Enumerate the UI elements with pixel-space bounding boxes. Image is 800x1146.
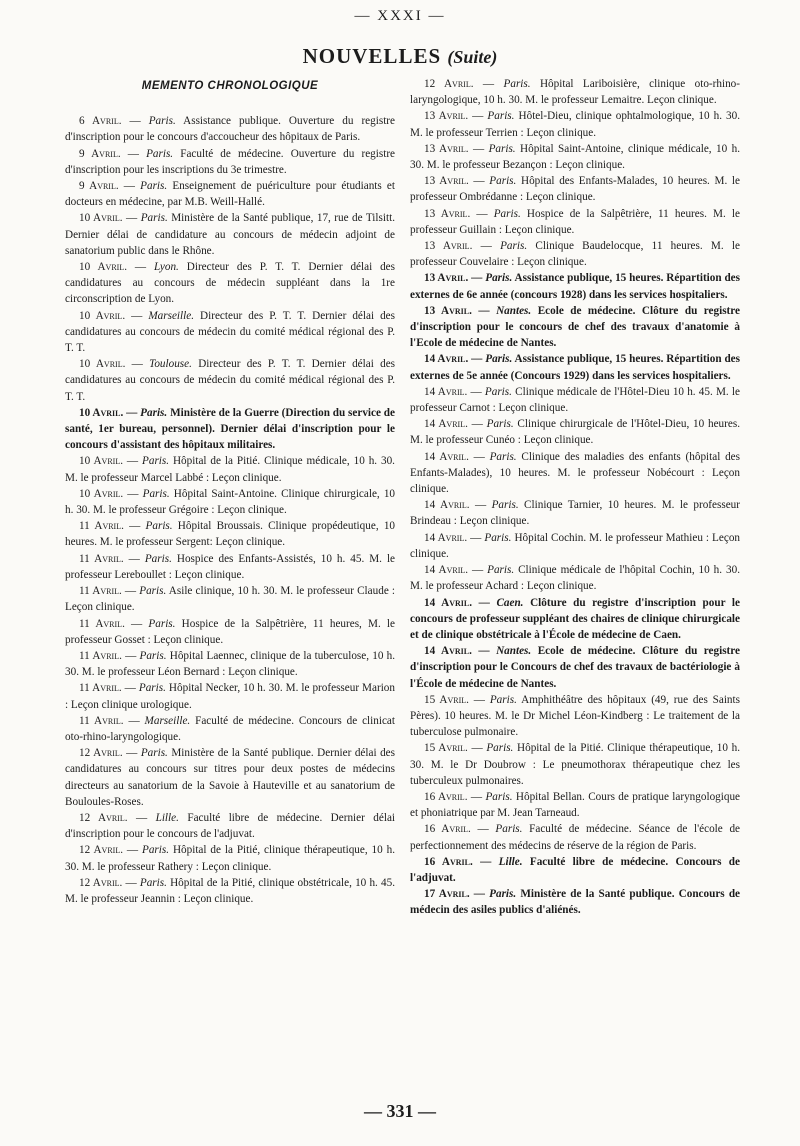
entry-text: Amphithéâtre des hôpitaux (49, rue des Saints Pères). 10 heures. M. le Dr Michel Léon-Kindberg : Le traitement de la tuberculose pulmonaire. [410, 693, 740, 739]
entry-text: Hôpital Broussais. Clinique propédeutique, 10 heures. M. le professeur Sergent: Leçon clinique. [65, 520, 396, 549]
chronology-entry [410, 449, 740, 498]
entry-text: Faculté de médecine. Séance de l'école de perfectionnement des médecins de réserve de la région de Paris. [410, 823, 741, 852]
entry-city: Paris. [140, 180, 168, 193]
entry-date: 13 Avril. — [424, 240, 492, 253]
chronology-entry [410, 595, 740, 644]
entry-city: Paris. [139, 585, 167, 598]
entry-city: Paris. [138, 682, 166, 695]
entry-text: Ministère de la Santé publique, 17, rue de Tilsitt. Dernier délai de candidature au concours de médecin adjoint de sanatorium public dans le Rhône. [65, 212, 395, 257]
chronology-entry [65, 486, 395, 518]
entry-date: 13 Avril. — [424, 272, 483, 285]
entry-date: 11 Avril. — [79, 617, 143, 630]
entry-text: Clinique des maladies des enfants (hôpital des Enfants-Malades), 10 heures. M. le professeur Nobécourt : Leçon clinique. [410, 450, 740, 496]
entry-city: Paris. [145, 520, 173, 533]
chronology-entry [65, 356, 395, 405]
entry-city: Marseille. [144, 714, 191, 727]
entry-city: Paris. [488, 142, 516, 155]
entry-date: 13 Avril. — [424, 207, 488, 220]
entry-date: 10 Avril. — [79, 406, 138, 419]
entry-text: Assistance publique, 15 heures. Répartition des externes de 6e année (concours 1928) dans les services hospitaliers. [410, 272, 741, 301]
entry-city: Paris. [140, 406, 168, 419]
chronology-entry [410, 562, 740, 594]
entry-text: Clinique chirurgicale de l'Hôtel-Dieu, 10 heures. M. le professeur Cunéo : Leçon clinique. [410, 418, 740, 447]
entry-text: Directeur des P. T. T. Dernier délai des candidatures au concours de médecin du comité médical régional des P. T. T. [65, 309, 396, 355]
entry-city: Paris. [146, 147, 174, 160]
chronology-entry [410, 497, 740, 529]
entry-text: Hôpital Necker, 10 h. 30. M. le professeur Marion : Leçon clinique urologique. [65, 682, 395, 711]
entry-date: 12 Avril. — [79, 844, 139, 857]
entry-text: Hôpital des Enfants-Malades, 10 heures. M. le professeur Ombrédanne : Leçon clinique. [410, 175, 740, 204]
chronology-entry [65, 713, 395, 745]
entry-city: Paris. [485, 353, 513, 366]
left-entry-list [65, 113, 395, 907]
entry-text: Asile clinique, 10 h. 30. M. le professeur Claude : Leçon clinique. [65, 585, 395, 614]
chronology-entry [410, 270, 740, 302]
entry-city: Paris. [503, 78, 531, 90]
entry-city: Lille. [498, 855, 523, 868]
entry-city: Paris. [485, 790, 513, 803]
entry-date: 10 Avril. — [79, 212, 138, 225]
entry-text: Hôtel-Dieu, clinique ophtalmologique, 10 h. 30. M. le professeur Terrien : Leçon clinique. [410, 110, 741, 139]
entry-city: Paris. [144, 552, 172, 565]
entry-date: 16 Avril. — [424, 790, 483, 803]
entry-date: 14 Avril. — [424, 450, 485, 463]
chronology-entry [410, 238, 740, 270]
entry-city: Nantes. [496, 645, 532, 658]
entry-text: Hôpital Bellan. Cours de pratique laryngologique et phoniatrique par M. Jean Tarneaud. [410, 790, 741, 820]
entry-date: 13 Avril. — [424, 175, 485, 188]
entry-city: Paris. [142, 844, 170, 857]
entry-city: Paris. [485, 272, 513, 285]
left-column [65, 76, 395, 907]
entry-text: Clinique médicale de l'hôpital Cochin, 10 h. 30. M. le professeur Achard : Leçon clinique. [410, 564, 740, 593]
chronology-entry [65, 178, 395, 210]
entry-text: Hôpital de la Pitié. Clinique médicale, 10 h. 30. M. le professeur Marcel Labbé : Leçon clinique. [65, 455, 395, 484]
entry-date: 13 Avril. — [424, 142, 485, 155]
chronology-entry [65, 810, 395, 842]
entry-date: 12 Avril. — [79, 876, 137, 889]
entry-date: 14 Avril. — [424, 499, 487, 512]
entry-city: Paris. [500, 240, 528, 253]
entry-date: 11 Avril. — [79, 520, 141, 533]
chronology-entry [410, 76, 740, 108]
chronology-entry [65, 875, 395, 907]
entry-city: Lyon. [154, 261, 179, 274]
chronology-entry [65, 259, 395, 308]
entry-city: Paris. [142, 455, 170, 468]
entry-date: 11 Avril. — [79, 585, 137, 598]
entry-city: Paris. [140, 747, 168, 760]
entry-text: Hôpital Cochin. M. le professeur Mathieu : Leçon clinique. [410, 531, 741, 560]
entry-date: 11 Avril. — [79, 649, 137, 662]
entry-date: 17 Avril. — [424, 888, 485, 901]
entry-text: Hospice de la Salpêtrière, 11 heures, M. le professeur Gosset : Leçon clinique. [65, 617, 396, 646]
entry-date: 10 Avril. — [79, 487, 139, 500]
entry-city: Paris. [489, 888, 517, 901]
entry-city: Nantes. [496, 304, 532, 317]
entry-city: Paris. [493, 207, 521, 220]
entry-city: Toulouse. [149, 358, 192, 371]
entry-text: Ministère de la Santé publique. Concours de médecin des asiles publics d'aliénés. [410, 888, 741, 917]
chronology-entry [410, 303, 740, 352]
chronology-entry [65, 518, 395, 550]
chronology-entry [410, 108, 740, 140]
entry-date: 15 Avril. — [424, 693, 485, 706]
entry-city: Paris. [486, 742, 514, 755]
entry-city: Paris. [142, 487, 170, 500]
chronology-entry [410, 351, 740, 383]
entry-city: Paris. [489, 450, 517, 463]
entry-date: 14 Avril. — [424, 418, 483, 431]
roman-page-number: — XXXI — [354, 8, 446, 24]
chronology-entry [410, 173, 740, 205]
entry-date: 9 Avril. — [79, 147, 139, 160]
chronology-entry [65, 113, 395, 145]
chronology-entry [410, 643, 740, 692]
chronology-entry [65, 745, 395, 810]
chronology-entry [65, 210, 395, 259]
chronology-entry [410, 206, 740, 238]
entry-city: Paris. [487, 110, 515, 123]
chronology-entry [410, 886, 740, 918]
entry-city: Paris. [489, 175, 517, 188]
section-subtitle: MEMENTO CHRONOLOGIQUE [141, 80, 319, 92]
chronology-entry [410, 416, 740, 448]
chronology-entry [65, 551, 395, 583]
entry-text: Ministère de la Santé publique. Dernier délai des candidatures au concours sur titres pour deux postes de médecins directeurs au sanatorium de la Savoie à Hauteville et au sanatorium de Bouloules-Roses. [65, 747, 395, 808]
chronology-entry [410, 692, 740, 741]
entry-text: Hôpital Laennec, clinique de la tuberculose, 10 h. 30. M. le professeur Léon Bernard : Leçon clinique. [65, 649, 396, 679]
entry-date: 6 Avril. — [79, 115, 141, 128]
entry-city: Paris. [495, 823, 523, 836]
chronology-entry [410, 384, 740, 416]
entry-date: 14 Avril. — [424, 531, 482, 544]
chronology-entry [410, 821, 740, 853]
entry-text: Faculté de médecine. Ouverture du registre d'inscription pour les inscriptions du 3e trimestre. [65, 147, 396, 176]
entry-date: 14 Avril. — [424, 645, 490, 658]
chronology-entry [410, 141, 740, 173]
entry-text: Faculté de médecine. Concours de clinicat oto-rhino-laryngologique. [65, 714, 396, 743]
chronology-entry [65, 648, 395, 680]
entry-date: 11 Avril. — [79, 682, 136, 695]
chronology-entry [410, 789, 740, 821]
entry-date: 9 Avril. — [79, 180, 135, 193]
entry-date: 14 Avril. — [424, 385, 482, 398]
entry-text: Assistance publique. Ouverture du registre d'inscription pour le concours d'accoucheur des hôpitaux de Paris. [65, 115, 395, 144]
entry-city: Paris. [486, 418, 514, 431]
chronology-entry [410, 740, 740, 789]
right-column [410, 76, 740, 919]
chronology-entry [65, 842, 395, 874]
title-main: NOUVELLES [302, 44, 442, 68]
entry-text: Hôpital de la Pitié. Clinique thérapeutique, 10 h. 30. M. le Dr Doubrow : Le pneumothorax thérapeutique chez les tuberculeux pulmonaires. [410, 742, 740, 787]
folio-page-number: — 331 — [364, 1101, 436, 1121]
chronology-entry [65, 583, 395, 615]
entry-date: 16 Avril. — [424, 823, 489, 836]
entry-city: Paris. [489, 693, 517, 706]
entry-date: 10 Avril. — [79, 309, 143, 322]
entry-date: 14 Avril. — [424, 596, 490, 609]
chronology-entry [65, 146, 395, 178]
entry-date: 12 Avril. — [79, 747, 138, 760]
entry-text: Clinique Tarnier, 10 heures. M. le professeur Brindeau : Leçon clinique. [410, 499, 740, 528]
entry-text: Clinique médicale de l'Hôtel-Dieu 10 h. 45. M. le professeur Carnot : Leçon clinique. [410, 385, 740, 415]
entry-date: 14 Avril. — [424, 564, 484, 577]
right-entry-list [410, 76, 740, 919]
entry-date: 11 Avril. — [79, 552, 140, 565]
entry-city: Paris. [139, 876, 167, 889]
entry-city: Paris. [139, 649, 167, 662]
entry-text: Hospice des Enfants-Assistés, 10 h. 45. M. le professeur Lereboullet : Leçon clinique. [65, 552, 396, 581]
chronology-entry [65, 405, 395, 454]
entry-city: Paris. [148, 115, 176, 128]
entry-date: 12 Avril. — [79, 811, 148, 824]
entry-text: Clôture du registre d'inscription pour le concours de professeur suppléant des chaires de clinique chirurgicale et de clinique obstétricale à l'École de médecine de Caen. [410, 596, 741, 641]
entry-text: Hôpital Saint-Antoine, clinique médicale, 10 h. 30. M. le professeur Bezançon : Leçon clinique. [410, 142, 741, 172]
chronology-entry [65, 453, 395, 485]
entry-text: Directeur des P. T. T. Dernier délai des candidatures au concours de médecin du comité médical régional des P. T. T. [65, 358, 396, 403]
entry-text: Ministère de la Guerre (Direction du service de santé, 1er bureau, personnel). Dernier délai d'inscription pour le concours d'assistant des hôpitaux militaires. [65, 406, 395, 452]
entry-city: Caen. [496, 596, 524, 609]
entry-date: 14 Avril. — [424, 353, 483, 366]
entry-text: Hôpital de la Pitié, clinique obstétricale, 10 h. 45. M. le professeur Jeannin : Leçon clinique. [65, 876, 395, 905]
entry-date: 11 Avril. — [79, 714, 140, 727]
entry-text: Assistance publique, 15 heures. Répartition des externes de 5e année (Concours 1929) dans les services hospitaliers. [410, 353, 741, 382]
entry-text: Directeur des P. T. T. Dernier délai des candidatures au concours de médecin suppléant dans la 1re circonscription de Lyon. [65, 261, 395, 306]
entry-date: 10 Avril. — [79, 358, 143, 371]
title-suite: (Suite) [447, 47, 498, 67]
chronology-entry [65, 308, 395, 357]
chronology-entry [65, 616, 395, 648]
page-title [0, 44, 800, 69]
entry-city: Paris. [487, 564, 515, 577]
chronology-entry [410, 854, 740, 886]
chronology-entry [410, 530, 740, 562]
entry-text: Clinique Baudelocque, 11 heures. M. le professeur Couvelaire : Leçon clinique. [410, 240, 740, 269]
chronology-entry [65, 680, 395, 712]
entry-date: 13 Avril. — [424, 110, 484, 123]
entry-city: Paris. [484, 531, 512, 544]
entry-text: Faculté libre de médecine. Concours de l'adjuvat. [410, 855, 740, 884]
entry-city: Paris. [148, 617, 176, 630]
entry-text: Hôpital Lariboisière, clinique oto-rhino-laryngologique, 10 h. 30. M. le professeur Lemaitre. Leçon clinique. [410, 78, 740, 107]
entry-text: Enseignement de puériculture pour étudiants et docteurs en médecine, par M.B. Weill-Hallé. [65, 180, 395, 209]
entry-city: Lille. [155, 811, 179, 824]
entry-city: Paris. [140, 212, 168, 225]
entry-date: 10 Avril. — [79, 455, 139, 468]
entry-date: 12 Avril. — [424, 78, 495, 90]
entry-text: Faculté libre de médecine. Dernier délai d'inscription pour le concours de l'adjuvat. [65, 811, 396, 841]
entry-date: 15 Avril. — [424, 742, 483, 755]
entry-city: Paris. [484, 385, 512, 398]
entry-text: Ecole de médecine. Clôture du registre d'inscription pour le concours de chef des travaux d'anatomie à l'Ecole de médecine de Nantes. [410, 304, 741, 350]
entry-text: Hôpital Saint-Antoine. Clinique chirurgicale, 10 h. 30. M. le professeur Grégoire : Leçon clinique. [65, 487, 396, 517]
entry-date: 13 Avril. — [424, 304, 490, 317]
entry-text: Ecole de médecine. Clôture du registre d'inscription pour le Concours de chef des travaux de bactériologie à l'École de médecine de Nantes. [410, 645, 741, 690]
entry-date: 10 Avril. — [79, 261, 147, 274]
entry-text: Hospice de la Salpêtrière, 11 heures. M. le professeur Guillain : Leçon clinique. [410, 207, 740, 236]
entry-city: Paris. [491, 499, 519, 512]
entry-city: Marseille. [148, 309, 195, 322]
entry-text: Hôpital de la Pitié, clinique thérapeutique, 10 h. 30. M. le professeur Rathery : Leçon clinique. [65, 844, 396, 873]
entry-date: 16 Avril. — [424, 855, 492, 868]
